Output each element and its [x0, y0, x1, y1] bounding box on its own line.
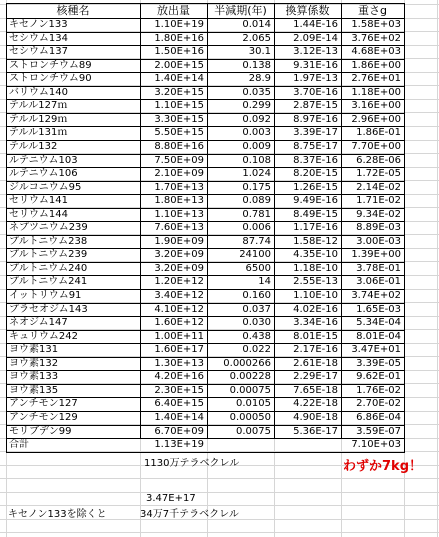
- release-cell[interactable]: 3.20E+09: [154, 249, 204, 261]
- nuclide-name-cell[interactable]: プルトニウム238: [9, 235, 88, 247]
- weight-cell[interactable]: 1.39E+00: [351, 249, 401, 261]
- table-border: [6, 235, 405, 236]
- table-border: [6, 316, 405, 317]
- column-header[interactable]: 放出量: [157, 4, 190, 17]
- table-border: [6, 18, 405, 19]
- coefficient-cell[interactable]: 1.18E-10: [293, 262, 338, 274]
- weight-cell[interactable]: 3.74E+02: [351, 290, 401, 301]
- table-border: [6, 140, 405, 141]
- halflife-cell[interactable]: 0.022: [242, 344, 271, 356]
- nuclide-name-cell[interactable]: アンチモン127: [9, 398, 78, 410]
- table-border: [6, 154, 405, 155]
- table-border: [6, 303, 405, 304]
- halflife-cell[interactable]: 0.108: [242, 154, 271, 166]
- weight-cell[interactable]: 4.68E+03: [351, 46, 401, 58]
- release-cell[interactable]: 1.70E+13: [154, 181, 204, 193]
- table-border: [6, 357, 405, 358]
- release-cell[interactable]: 1.80E+16: [154, 32, 204, 44]
- weight-cell[interactable]: 1.65E-03: [356, 303, 401, 315]
- weight-cell[interactable]: 7.70E+00: [351, 140, 401, 152]
- halflife-cell[interactable]: 0.092: [242, 113, 271, 125]
- table-border: [6, 438, 7, 453]
- coefficient-cell[interactable]: 1.17E-16: [293, 222, 338, 234]
- halflife-cell[interactable]: 6500: [245, 262, 271, 274]
- column-header[interactable]: 重さg: [358, 4, 387, 17]
- nuclide-name-cell[interactable]: セリウム141: [9, 195, 68, 207]
- coefficient-cell[interactable]: 8.37E-16: [293, 154, 338, 166]
- excluded-label[interactable]: キセノン133を除くと: [8, 509, 107, 520]
- halflife-cell[interactable]: 0.030: [242, 317, 271, 329]
- table-border: [6, 425, 405, 426]
- weight-cell[interactable]: 5.34E-04: [356, 317, 401, 329]
- coefficient-cell[interactable]: 2.29E-17: [293, 371, 338, 383]
- halflife-cell[interactable]: 0.299: [242, 100, 271, 112]
- release-cell[interactable]: 2.10E+09: [154, 168, 204, 180]
- table-border: [6, 248, 405, 249]
- coefficient-cell[interactable]: 8.97E-16: [293, 113, 338, 125]
- total-release-cell[interactable]: 1.13E+19: [154, 439, 204, 451]
- release-cell[interactable]: 4.20E+16: [154, 371, 204, 383]
- nuclide-name-cell[interactable]: ネプツニウム239: [9, 222, 88, 234]
- release-cell[interactable]: 8.80E+16: [154, 140, 204, 152]
- coefficient-cell[interactable]: 4.02E-16: [293, 303, 338, 315]
- table-border: [6, 262, 405, 263]
- release-cell[interactable]: 1.50E+16: [154, 46, 204, 58]
- table-border: [6, 45, 405, 46]
- coefficient-cell[interactable]: 5.36E-17: [293, 425, 338, 437]
- coefficient-cell[interactable]: 1.26E-15: [293, 181, 338, 193]
- table-border: [6, 32, 405, 33]
- release-cell[interactable]: 4.10E+12: [154, 303, 204, 315]
- weight-cell[interactable]: 3.39E-05: [356, 357, 401, 369]
- weight-cell[interactable]: 3.78E-01: [356, 262, 401, 274]
- coefficient-cell[interactable]: 3.70E-16: [293, 86, 338, 98]
- coefficient-cell[interactable]: 4.35E-10: [293, 249, 338, 261]
- total-label-cell[interactable]: 合計: [9, 439, 29, 451]
- gridline: [0, 532, 439, 533]
- table-border: [6, 452, 405, 453]
- table-border: [6, 126, 405, 127]
- release-cell[interactable]: 2.30E+15: [154, 384, 204, 396]
- release-cell[interactable]: 6.70E+09: [154, 425, 204, 437]
- table-border: [6, 3, 405, 4]
- release-cell[interactable]: 2.00E+15: [154, 59, 204, 71]
- coefficient-cell[interactable]: 1.44E-16: [293, 19, 338, 30]
- coefficient-cell[interactable]: 9.49E-16: [293, 195, 338, 207]
- gridline: [0, 478, 439, 479]
- weight-callout[interactable]: わずか7kg！: [343, 459, 422, 474]
- halflife-cell[interactable]: 0.014: [242, 19, 271, 30]
- nuclide-name-cell[interactable]: テルル129ｍ: [9, 113, 68, 125]
- coefficient-cell[interactable]: 2.61E-18: [293, 357, 338, 369]
- coefficient-cell[interactable]: 8.49E-15: [293, 208, 338, 220]
- gridline: [0, 492, 439, 493]
- nuclide-name-cell[interactable]: ヨウ素131: [9, 344, 59, 356]
- release-cell[interactable]: 3.20E+15: [154, 86, 204, 98]
- nuclide-name-cell[interactable]: アンチモン129: [9, 411, 78, 423]
- halflife-cell[interactable]: 14: [258, 276, 271, 288]
- table-border: [6, 3, 7, 439]
- halflife-cell[interactable]: 0.0075: [236, 425, 271, 437]
- weight-cell[interactable]: 9.34E-02: [356, 208, 401, 220]
- halflife-cell[interactable]: 2.065: [242, 32, 271, 44]
- table-border: [6, 397, 405, 398]
- release-cell[interactable]: 5.50E+15: [154, 127, 204, 139]
- halflife-cell[interactable]: 0.160: [242, 290, 271, 301]
- nuclide-name-cell[interactable]: イットリウム91: [9, 290, 82, 301]
- release-cell[interactable]: 1.80E+13: [154, 195, 204, 207]
- halflife-cell[interactable]: 0.000266: [223, 357, 271, 369]
- table-border: [6, 330, 405, 331]
- weight-cell[interactable]: 2.14E-02: [356, 181, 401, 193]
- table-border: [6, 99, 405, 100]
- release-cell[interactable]: 1.30E+13: [154, 357, 204, 369]
- halflife-cell[interactable]: 87.74: [242, 235, 271, 247]
- weight-cell[interactable]: 6.86E-04: [356, 411, 401, 423]
- table-border: [6, 275, 405, 276]
- table-border: [207, 3, 208, 439]
- halflife-cell[interactable]: 24100: [239, 249, 271, 261]
- halflife-cell[interactable]: 0.037: [242, 303, 271, 315]
- weight-cell[interactable]: 8.89E-03: [356, 222, 401, 234]
- weight-cell[interactable]: 3.59E-07: [356, 425, 401, 437]
- weight-cell[interactable]: 3.00E-03: [356, 235, 401, 247]
- table-border: [6, 370, 405, 371]
- halflife-cell[interactable]: 0.175: [242, 181, 271, 193]
- coefficient-cell[interactable]: 8.75E-17: [293, 140, 338, 152]
- halflife-cell[interactable]: 0.138: [242, 59, 271, 71]
- halflife-cell[interactable]: 28.9: [248, 73, 271, 85]
- weight-cell[interactable]: 2.76E+01: [351, 73, 401, 85]
- table-border: [6, 181, 405, 182]
- table-border: [404, 3, 405, 439]
- release-cell[interactable]: 1.20E+12: [154, 276, 204, 288]
- table-border: [140, 3, 141, 439]
- weight-cell[interactable]: 2.96E+00: [351, 113, 401, 125]
- weight-cell[interactable]: 1.58E+03: [351, 19, 401, 30]
- coefficient-cell[interactable]: 1.97E-13: [293, 73, 338, 85]
- nuclide-name-cell[interactable]: ストロンチウム90: [9, 73, 92, 85]
- gridline: [0, 505, 439, 506]
- release-cell[interactable]: 1.90E+09: [154, 235, 204, 247]
- release-cell[interactable]: 1.60E+12: [154, 317, 204, 329]
- nuclide-name-cell[interactable]: セシウム137: [9, 46, 68, 58]
- release-cell[interactable]: 3.40E+12: [154, 290, 204, 301]
- halflife-cell[interactable]: 0.00075: [229, 384, 271, 396]
- weight-cell[interactable]: 9.62E-01: [356, 371, 401, 383]
- weight-cell[interactable]: 2.70E-02: [356, 398, 401, 410]
- table-border: [6, 289, 405, 290]
- column-header[interactable]: 換算係数: [285, 4, 330, 17]
- release-cell[interactable]: 1.10E+13: [154, 208, 204, 220]
- weight-cell[interactable]: 1.86E-01: [356, 127, 401, 139]
- table-border: [6, 221, 405, 222]
- coefficient-cell[interactable]: 4.90E-18: [293, 411, 338, 423]
- halflife-cell[interactable]: 0.009: [242, 140, 271, 152]
- table-border: [6, 384, 405, 385]
- table-border: [6, 86, 405, 87]
- coefficient-cell[interactable]: 2.87E-15: [293, 100, 338, 112]
- table-border: [6, 411, 405, 412]
- weight-cell[interactable]: 8.01E-04: [356, 330, 401, 342]
- weight-cell[interactable]: 3.76E+02: [351, 32, 401, 44]
- excluded-total-value[interactable]: 3.47E+17: [146, 493, 196, 504]
- nuclide-name-cell[interactable]: キセノン133: [9, 19, 68, 30]
- release-cell[interactable]: 1.40E+14: [154, 73, 204, 85]
- release-cell[interactable]: 1.60E+17: [154, 344, 204, 356]
- weight-cell[interactable]: 1.18E+00: [351, 86, 401, 98]
- excluded-total-note[interactable]: 34万7千テラベクレル: [140, 509, 239, 520]
- halflife-cell[interactable]: 30.1: [248, 46, 271, 58]
- coefficient-cell[interactable]: 3.34E-16: [293, 317, 338, 329]
- table-border: [6, 194, 405, 195]
- nuclide-name-cell[interactable]: テルル131ｍ: [9, 127, 68, 139]
- weight-cell[interactable]: 1.86E+00: [351, 59, 401, 71]
- total-note[interactable]: 1130万テラベクレル: [144, 458, 240, 469]
- release-cell[interactable]: 3.30E+15: [154, 113, 204, 125]
- table-border: [6, 113, 405, 114]
- gridline: [437, 0, 438, 537]
- nuclide-name-cell[interactable]: バリウム140: [9, 86, 68, 98]
- nuclide-name-cell[interactable]: ヨウ素133: [9, 371, 59, 383]
- nuclide-name-cell[interactable]: セシウム134: [9, 32, 68, 44]
- weight-cell[interactable]: 1.71E-02: [356, 195, 401, 207]
- column-header[interactable]: 半減期(年): [214, 4, 267, 17]
- coefficient-cell[interactable]: 3.39E-17: [293, 127, 338, 139]
- weight-cell[interactable]: 1.76E-02: [356, 384, 401, 396]
- weight-cell[interactable]: 6.28E-06: [356, 154, 401, 166]
- column-header[interactable]: 核種名: [56, 4, 90, 17]
- coefficient-cell[interactable]: 8.20E-15: [293, 168, 338, 180]
- nuclide-name-cell[interactable]: ネオジム147: [9, 317, 68, 329]
- release-cell[interactable]: 1.10E+15: [154, 100, 204, 112]
- nuclide-name-cell[interactable]: ヨウ素132: [9, 357, 59, 369]
- nuclide-name-cell[interactable]: ヨウ素135: [9, 384, 59, 396]
- nuclide-name-cell[interactable]: プルトニウム240: [9, 262, 88, 274]
- halflife-cell[interactable]: 0.781: [242, 208, 271, 220]
- coefficient-cell[interactable]: 2.17E-16: [293, 344, 338, 356]
- coefficient-cell[interactable]: 7.65E-18: [293, 384, 338, 396]
- release-cell[interactable]: 1.40E+14: [154, 411, 204, 423]
- weight-cell[interactable]: 3.06E-01: [356, 276, 401, 288]
- halflife-cell[interactable]: 0.003: [242, 127, 271, 139]
- release-cell[interactable]: 6.40E+15: [154, 398, 204, 410]
- release-cell[interactable]: 7.60E+13: [154, 222, 204, 234]
- table-border: [6, 72, 405, 73]
- coefficient-cell[interactable]: 2.09E-14: [293, 32, 338, 44]
- coefficient-cell[interactable]: 4.22E-18: [293, 398, 338, 410]
- nuclide-name-cell[interactable]: ストロンチウム89: [9, 59, 92, 71]
- table-border: [6, 438, 405, 439]
- halflife-cell[interactable]: 0.035: [242, 86, 271, 98]
- halflife-cell[interactable]: 0.0105: [236, 398, 271, 410]
- coefficient-cell[interactable]: 8.01E-15: [293, 330, 338, 342]
- release-cell[interactable]: 1.00E+11: [154, 330, 204, 342]
- coefficient-cell[interactable]: 1.10E-10: [293, 290, 338, 301]
- table-border: [6, 343, 405, 344]
- table-border: [6, 59, 405, 60]
- coefficient-cell[interactable]: 9.31E-16: [293, 59, 338, 71]
- nuclide-name-cell[interactable]: モリブデン99: [9, 425, 72, 437]
- nuclide-name-cell[interactable]: プラセオジム143: [9, 303, 88, 315]
- halflife-cell[interactable]: 1.024: [242, 168, 271, 180]
- halflife-cell[interactable]: 0.00050: [229, 411, 271, 423]
- coefficient-cell[interactable]: 2.55E-13: [293, 276, 338, 288]
- table-border: [6, 167, 405, 168]
- nuclide-name-cell[interactable]: テルル127ｍ: [9, 100, 68, 112]
- weight-cell[interactable]: 1.72E-05: [356, 168, 401, 180]
- release-cell[interactable]: 7.50E+09: [154, 154, 204, 166]
- table-border: [404, 438, 405, 453]
- halflife-cell[interactable]: 0.00228: [229, 371, 271, 383]
- nuclide-name-cell[interactable]: プルトニウム239: [9, 249, 88, 261]
- weight-cell[interactable]: 3.16E+00: [351, 100, 401, 112]
- table-border: [274, 3, 275, 439]
- halflife-cell[interactable]: 0.438: [242, 330, 271, 342]
- coefficient-cell[interactable]: 1.58E-12: [293, 235, 338, 247]
- nuclide-name-cell[interactable]: キュリウム242: [9, 330, 78, 342]
- nuclide-name-cell[interactable]: ジルコニウム95: [9, 181, 82, 193]
- nuclide-name-cell[interactable]: プルトニウム241: [9, 276, 88, 288]
- halflife-cell[interactable]: 0.006: [242, 222, 271, 234]
- halflife-cell[interactable]: 0.089: [242, 195, 271, 207]
- table-border: [6, 208, 405, 209]
- nuclide-name-cell[interactable]: ルテニウム106: [9, 168, 78, 180]
- nuclide-name-cell[interactable]: ルテニウム103: [9, 154, 78, 166]
- total-weight-cell[interactable]: 7.10E+03: [351, 439, 401, 451]
- nuclide-name-cell[interactable]: テルル132: [9, 140, 58, 152]
- release-cell[interactable]: 1.10E+19: [154, 19, 204, 30]
- coefficient-cell[interactable]: 3.12E-13: [293, 46, 338, 58]
- table-border: [341, 3, 342, 439]
- weight-cell[interactable]: 3.47E+01: [351, 344, 401, 356]
- release-cell[interactable]: 3.20E+09: [154, 262, 204, 274]
- nuclide-name-cell[interactable]: セリウム144: [9, 208, 68, 220]
